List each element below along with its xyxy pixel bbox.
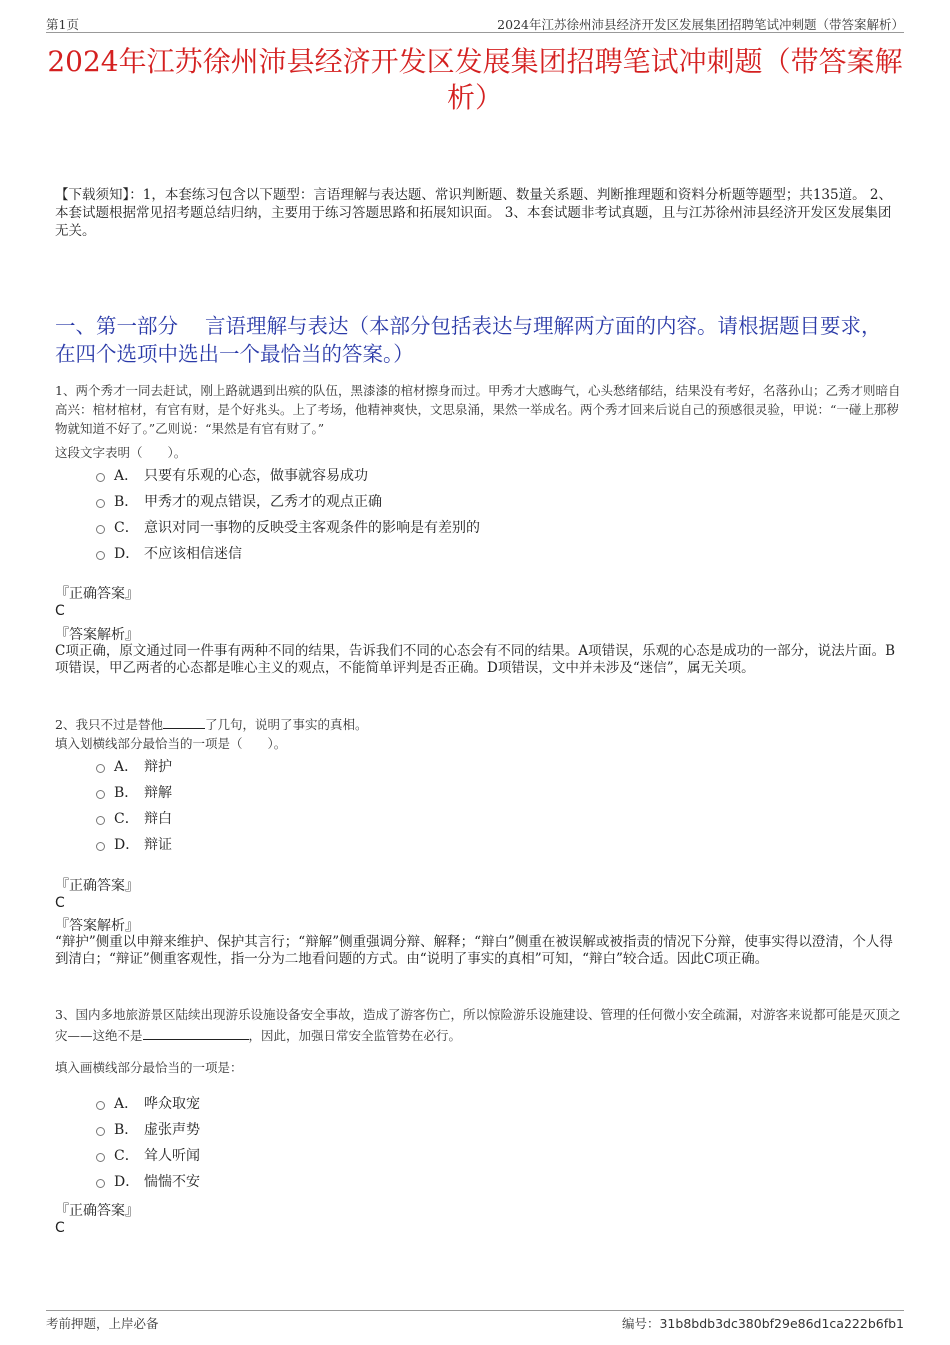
question-2-prompt: 填入划横线部分最恰当的一项是（ ）。 (55, 736, 287, 751)
radio-icon[interactable] (96, 816, 105, 825)
option-a[interactable]: A． 辩护 (96, 753, 172, 779)
radio-icon[interactable] (96, 1179, 105, 1188)
question-3-stem: 3、国内多地旅游景区陆续出现游乐设施设备安全事故，造成了游客伤亡，所以惊险游乐设施建设、管理的任何微小安全疏漏，对游客来说都可能是灭顶之灾——这绝不是 ，因此，加强日常安全监管势在必行。 (55, 1007, 901, 1043)
question-3-prompt: 填入画横线部分最恰当的一项是： (55, 1060, 243, 1075)
analysis-label: 『答案解析』 (55, 918, 139, 934)
fill-blank (163, 728, 205, 729)
question-2-options (96, 753, 172, 857)
radio-icon[interactable] (96, 1153, 105, 1162)
question-2-stem: 2、我只不过是替他 了几句，说明了事实的真相。 (55, 717, 368, 732)
option-c[interactable]: C． 辩白 (96, 805, 172, 831)
question-1-prompt: 这段文字表明（ ）。 (55, 445, 187, 460)
option-c[interactable]: C． 耸人听闻 (96, 1142, 200, 1168)
radio-icon[interactable] (96, 499, 105, 508)
page-number: 第1页 (46, 17, 79, 32)
option-d[interactable]: D． 不应该相信迷信 (96, 540, 480, 566)
question-1-stem: 1、两个秀才一同去赶试，刚上路就遇到出殡的队伍，黑漆漆的棺材擦身而过。甲秀才大感晦气，心头愁绪郁结，结果没有考好，名落孙山；乙秀才则暗自高兴：棺材棺材，有官有财，是个好兆头。上了考场，他精神爽快，文思泉涌，果然一举成名。两个秀才回来后说自己的预感很灵验，甲说：“一碰上那秽物就知道不好了。”乙则说：“果然是有官有财了。” (55, 383, 901, 436)
option-d[interactable]: D． 惴惴不安 (96, 1168, 200, 1194)
correct-answer-label: 『正确答案』 (55, 878, 139, 894)
question-1-analysis: C项正确，原文通过同一件事有两种不同的结果，告诉我们不同的心态会有不同的结果。A项错误，乐观的心态是成功的一部分，说法片面。B项错误，甲乙两者的心态都是唯心主义的观点，不能简单评判是否正确。D项错误，文中并未涉及“迷信”，属无关项。 (55, 643, 895, 676)
question-1-answer: C (55, 603, 65, 619)
radio-icon[interactable] (96, 1127, 105, 1136)
footer-slogan: 考前押题，上岸必备 (46, 1316, 159, 1331)
option-b[interactable]: B． 甲秀才的观点错误，乙秀才的观点正确 (96, 488, 480, 514)
page-footer (46, 1310, 904, 1331)
option-a[interactable]: A． 哗众取宠 (96, 1090, 200, 1116)
option-a[interactable]: A． 只要有乐观的心态，做事就容易成功 (96, 462, 480, 488)
option-c[interactable]: C． 意识对同一事物的反映受主客观条件的影响是有差别的 (96, 514, 480, 540)
page-header (46, 14, 904, 33)
option-d[interactable]: D． 辩证 (96, 831, 172, 857)
radio-icon[interactable] (96, 551, 105, 560)
download-notice: 【下载须知】：1，本套练习包含以下题型：言语理解与表达题、常识判断题、数量关系题、判断推理题和资料分析题等题型；共135道。 2、本套试题根据常见招考题总结归纳，主要用于练习答题思路和拓展知识面。 3、本套试题非考试真题，且与江苏徐州沛县经济开发区发展集团无关。 (55, 187, 892, 239)
question-2-answer: C (55, 895, 65, 911)
radio-icon[interactable] (96, 525, 105, 534)
radio-icon[interactable] (96, 764, 105, 773)
fill-blank (143, 1039, 249, 1040)
document-code: 编号：31b8bdb3dc380bf29e86d1ca222b6fb1 (621, 1316, 904, 1331)
option-b[interactable]: B． 辩解 (96, 779, 172, 805)
header-doc-title: 2024年江苏徐州沛县经济开发区发展集团招聘笔试冲刺题（带答案解析） (497, 17, 904, 32)
radio-icon[interactable] (96, 790, 105, 799)
option-b[interactable]: B． 虚张声势 (96, 1116, 200, 1142)
question-3-options (96, 1090, 200, 1194)
document-title: 2024年江苏徐州沛县经济开发区发展集团招聘笔试冲刺题（带答案解析） (47, 45, 903, 114)
section-title: 一、第一部分 言语理解与表达（本部分包括表达与理解两方面的内容。请根据题目要求，在四个选项中选出一个最恰当的答案。） (55, 314, 882, 366)
radio-icon[interactable] (96, 1101, 105, 1110)
question-2-analysis: “辩护”侧重以申辩来维护、保护其言行；“辩解”侧重强调分辩、解释；“辩白”侧重在被误解或被指责的情况下分辩，使事实得以澄清，个人得到清白；“辩证”侧重客观性，指一分为二地看问题的方式。由“说明了事实的真相”可知，“辩白”较合适。因此C项正确。 (55, 934, 893, 967)
correct-answer-label: 『正确答案』 (55, 1203, 139, 1219)
question-3-answer: C (55, 1220, 65, 1236)
radio-icon[interactable] (96, 473, 105, 482)
radio-icon[interactable] (96, 842, 105, 851)
correct-answer-label: 『正确答案』 (55, 586, 139, 602)
question-1-options (96, 462, 480, 566)
analysis-label: 『答案解析』 (55, 627, 139, 643)
